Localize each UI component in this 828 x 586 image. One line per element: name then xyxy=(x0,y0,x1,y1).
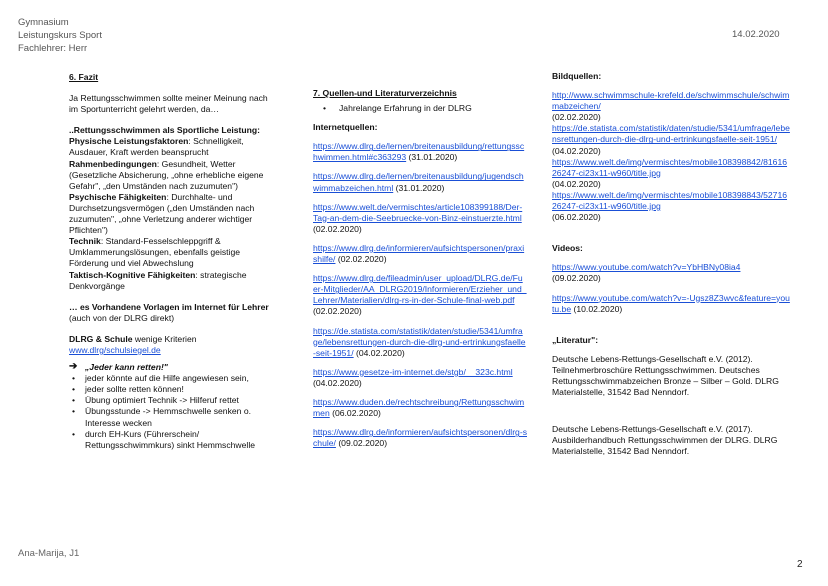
literature-entry: Deutsche Lebens-Rettungs-Gesellschaft e.V. (2012). Teilnehmerbroschüre Rettungsschwimmen. Deutsches Rettungsschwimmabzeichen Bronze – Silber – Gold. DLRG Materialstelle, 31542 Bad Nenndorf. xyxy=(552,353,779,398)
image-source-link[interactable]: http://www.schwimmschule-krefeld.de/schwimmschule/schwimmabzeichen/ xyxy=(552,90,790,112)
source-link[interactable]: https://de.statista.com/statistik/daten/studie/5341/umfrage/lebensrettungen-durch-die-dlrg-und-ertrinkungsfaelle-seit-1951/ xyxy=(313,325,526,358)
performance-item: Taktisch-Kognitive Fähigkeiten: strategische Denkvorgänge xyxy=(69,269,247,291)
conclusion-column xyxy=(69,72,271,451)
video-entry: https://www.youtube.com/watch?v=YbHBNy08ia4 (09.02.2020) xyxy=(552,262,741,284)
internet-sources-heading: Internetquellen: xyxy=(313,122,378,133)
source-link[interactable]: https://www.dlrg.de/lernen/breitenausbildung/jugendschwimmabzeichen.html xyxy=(313,171,524,193)
image-source-link[interactable]: https://www.welt.de/img/vermischtes/mobile108398843/5271626247-ci23x11-w960/title.jpg xyxy=(552,189,788,212)
literature-heading: „Literatur": xyxy=(552,334,599,345)
page-header xyxy=(18,16,102,55)
image-source-entry: https://de.statista.com/statistik/daten/studie/5341/umfrage/lebensrettungen-durch-die-dlrg-und-ertrinkungsfaelle-seit-1951/ (04.02.2020) xyxy=(552,123,790,156)
source-link[interactable]: https://www.welt.de/vermischtes/article108399188/Der-Tag-an-dem-die-Seebruecke-von-Binz-einstuerzte.html xyxy=(313,201,523,223)
conclusion-bullets xyxy=(69,373,271,451)
image-source-entry: https://www.welt.de/img/vermischtes/mobile108398842/8161626247-ci23x11-w960/title.jpg (04.02.2020) xyxy=(552,156,788,189)
source-entry: https://www.dlrg.de/lernen/breitenausbildung/jugendschwimmabzeichen.html (31.01.2020) xyxy=(313,171,524,193)
image-source-entry: http://www.schwimmschule-krefeld.de/schwimmschule/schwimmabzeichen/ (02.02.2020) xyxy=(552,90,790,123)
image-source-entry: https://www.welt.de/img/vermischtes/mobile108398843/5271626247-ci23x11-w960/title.jpg (06.02.2020) xyxy=(552,189,788,223)
video-link[interactable]: https://www.youtube.com/watch?v=YbHBNy08ia4 xyxy=(552,262,741,273)
video-entry: https://www.youtube.com/watch?v=-Ugsz8Z3wvc&feature=youtu.be (10.02.2020) xyxy=(552,292,790,314)
media-column xyxy=(552,71,790,457)
templates-note: … es Vorhandene Vorlagen im Internet für Lehrer (auch von der DLRG direkt) xyxy=(69,301,269,323)
dlrg-school-note: DLRG & Schule wenige Kriterien xyxy=(69,333,197,344)
source-link[interactable]: https://www.dlrg.de/fileadmin/user_upload/DLRG.de/Fuer-Mitglieder/AA_DLRG2019/Informieren/Erzieher_und_Lehrer/Materialien/dlrg-rs-in-der-Schule-final-web.pdf xyxy=(313,273,527,306)
list-item: • jeder sollte retten können! xyxy=(69,384,271,395)
dlrg-school-link[interactable]: www.dlrg/schulsiegel.de xyxy=(69,344,161,355)
source-link[interactable]: https://www.gesetze-im-internet.de/stgb/__323c.html xyxy=(313,366,513,377)
list-item: • Übungsstunde -> Hemmschwelle senken o. Interesse wecken xyxy=(69,406,271,428)
source-entry: https://www.gesetze-im-internet.de/stgb/__323c.html (04.02.2020) xyxy=(313,366,513,388)
source-entry: https://www.dlrg.de/fileadmin/user_upload/DLRG.de/Fuer-Mitglieder/AA_DLRG2019/Informieren/Erzieher_und_Lehrer/Materialien/dlrg-rs-in-der-Schule-final-web.pdf (02.02.2020) xyxy=(313,273,527,317)
motto-text: „Jeder kann retten!" xyxy=(85,362,168,373)
source-link[interactable]: https://www.dlrg.de/informieren/aufsichtspersonen/dlrg-schule/ xyxy=(313,427,527,449)
source-entry: https://www.duden.de/rechtschreibung/Rettungsschwimmen (06.02.2020) xyxy=(313,396,525,419)
performance-item: Psychische Fähigkeiten: Durchhalte- und Durchsetzungsvermögen („den Umständen nach zuzumuten", „ohne Verletzung anderer wichtiger Pflichten") xyxy=(69,191,255,236)
footer-author: Ana-Marija, J1 xyxy=(18,548,80,559)
performance-item: Technik: Standard-Fesselschleppgriff & Umklammerungslösungen, ebenfalls geistige Förderung und viel Abwechslung xyxy=(69,236,241,269)
source-link[interactable]: https://www.dlrg.de/lernen/breitenausbildung/rettungsschwimmen.html#c363293 xyxy=(313,141,525,163)
performance-item: Rahmenbedingungen: Gesundheit, Wetter (Gesetzliche Absicherung, „ohne erhebliche eigene Gefahr", „den Umständen nach zuzumuten") xyxy=(69,158,264,191)
teacher-name: Fachlehrer: Herr xyxy=(18,43,88,54)
arrow-right-icon: ➔ xyxy=(69,361,78,373)
sources-column xyxy=(313,88,527,457)
list-item: • jeder könnte auf die Hilfe angewiesen sein, xyxy=(69,373,271,384)
conclusion-intro: Ja Rettungsschwimmen sollte meiner Meinung nach im Sportunterricht gelehrt werden, da… xyxy=(69,93,268,115)
source-entry: https://www.dlrg.de/informieren/aufsichtspersonen/praxishilfe/ (02.02.2020) xyxy=(313,242,525,265)
video-link[interactable]: https://www.youtube.com/watch?v=-Ugsz8Z3wvc&feature=youtu.be xyxy=(552,292,790,314)
source-entry: https://www.welt.de/vermischtes/article108399188/Der-Tag-an-dem-die-Seebruecke-von-Binz-einstuerzte.html (02.02.2020) xyxy=(313,201,523,234)
source-entry: https://www.dlrg.de/lernen/breitenausbildung/rettungsschwimmen.html#c363293 (31.01.2020) xyxy=(313,141,525,163)
performance-section-title: ..Rettungsschwimmen als Sportliche Leistung: xyxy=(69,125,261,136)
motto-line xyxy=(69,362,271,373)
videos-heading: Videos: xyxy=(552,243,583,254)
source-link[interactable]: https://www.duden.de/rechtschreibung/Rettungsschwimmen xyxy=(313,396,525,419)
list-item: • durch EH-Kurs (Führerschein/ Rettungsschwimmkurs) sinkt Hemmschwelle xyxy=(69,429,271,451)
header-date: 14.02.2020 xyxy=(732,29,780,40)
source-entry: https://www.dlrg.de/informieren/aufsichtspersonen/dlrg-schule/ (09.02.2020) xyxy=(313,427,527,449)
source-entry: https://de.statista.com/statistik/daten/studie/5341/umfrage/lebensrettungen-durch-die-dlrg-und-ertrinkungsfaelle-seit-1951/ (04.02.2020) xyxy=(313,325,526,358)
page-number: 2 xyxy=(797,559,803,570)
course-name: Leistungskurs Sport xyxy=(18,30,102,41)
list-item: • Übung optimiert Technik -> Hilferuf rettet xyxy=(69,395,271,406)
school-name: Gymnasium xyxy=(18,17,69,28)
performance-item: Physische Leistungsfaktoren: Schnelligkeit, Ausdauer, Kraft werden beansprucht xyxy=(69,136,244,158)
source-link[interactable]: https://www.dlrg.de/informieren/aufsichtspersonen/praxishilfe/ xyxy=(313,242,525,265)
image-source-link[interactable]: https://de.statista.com/statistik/daten/studie/5341/umfrage/lebensrettungen-durch-die-dlrg-und-ertrinkungsfaelle-seit-1951/ xyxy=(552,123,790,145)
experience-bullet: • Jahrelange Erfahrung in der DLRG xyxy=(323,103,472,114)
conclusion-heading: 6. Fazit xyxy=(69,72,99,82)
literature-entry: Deutsche Lebens-Rettungs-Gesellschaft e.V. (2017). Ausbilderhandbuch Rettungsschwimmen der DLRG. DLRG Materialstelle, 31542 Bad Nenndorf. xyxy=(552,424,778,457)
image-source-link[interactable]: https://www.welt.de/img/vermischtes/mobile108398842/8161626247-ci23x11-w960/title.jpg xyxy=(552,156,788,178)
sources-heading: 7. Quellen-und Literaturverzeichnis xyxy=(313,88,457,98)
image-sources-heading: Bildquellen: xyxy=(552,71,602,81)
